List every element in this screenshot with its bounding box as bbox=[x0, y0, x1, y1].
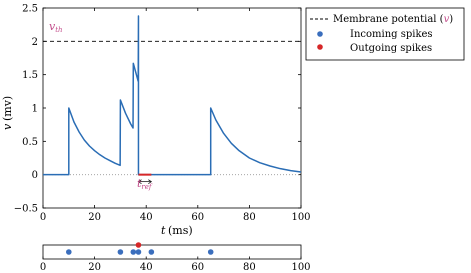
incoming-spike-dot bbox=[118, 249, 124, 255]
x-axis-unit: (ms) bbox=[168, 224, 193, 237]
incoming-spike-dot bbox=[149, 249, 155, 255]
y-tick-label: 2 bbox=[31, 36, 38, 48]
legend-membrane-label: Membrane potential (v) bbox=[333, 14, 454, 25]
raster-x-tick-label: 100 bbox=[291, 262, 311, 273]
raster-x-tick-label: 40 bbox=[139, 262, 153, 273]
x-tick-label: 80 bbox=[243, 212, 256, 223]
incoming-spike-dot bbox=[208, 249, 214, 255]
raster-frame bbox=[43, 245, 301, 259]
spike-raster-chart bbox=[40, 242, 311, 273]
y-tick-label: 0.5 bbox=[22, 136, 38, 148]
x-tick-label: 0 bbox=[39, 212, 47, 223]
main-plot-frame bbox=[43, 8, 301, 208]
raster-x-tick-label: 20 bbox=[88, 262, 101, 273]
x-axis-label: t bbox=[161, 224, 166, 237]
raster-x-tick-label: 0 bbox=[39, 262, 47, 273]
legend-incoming-label: Incoming spikes bbox=[350, 29, 433, 40]
threshold-label: vth bbox=[49, 20, 63, 34]
membrane-potential-chart bbox=[1, 4, 311, 238]
x-tick-label: 100 bbox=[291, 212, 311, 223]
x-tick-label: 20 bbox=[88, 212, 101, 223]
legend-incoming-swatch bbox=[317, 31, 323, 37]
raster-x-tick-label: 80 bbox=[243, 262, 256, 273]
x-tick-label: 40 bbox=[139, 212, 153, 223]
incoming-spike-dot bbox=[136, 249, 142, 255]
x-tick-label: 60 bbox=[191, 212, 205, 223]
y-tick-label: 1 bbox=[31, 103, 38, 115]
incoming-spike-dot bbox=[66, 249, 72, 255]
refractory-label: tref bbox=[137, 177, 152, 191]
membrane-potential-line bbox=[43, 16, 301, 175]
y-tick-label: 1.5 bbox=[22, 70, 38, 82]
legend-outgoing-swatch bbox=[317, 44, 323, 50]
y-tick-label: −0.5 bbox=[13, 203, 38, 215]
y-axis-unit: (mv) bbox=[1, 95, 14, 121]
y-tick-label: 2.5 bbox=[22, 3, 38, 15]
outgoing-spike-dot bbox=[136, 242, 142, 248]
legend-outgoing-label: Outgoing spikes bbox=[350, 43, 433, 54]
incoming-spike-dot bbox=[131, 249, 137, 255]
raster-x-tick-label: 60 bbox=[191, 262, 205, 273]
y-axis-label: v bbox=[1, 123, 14, 130]
y-tick-label: 0 bbox=[31, 170, 38, 182]
legend bbox=[306, 8, 464, 60]
